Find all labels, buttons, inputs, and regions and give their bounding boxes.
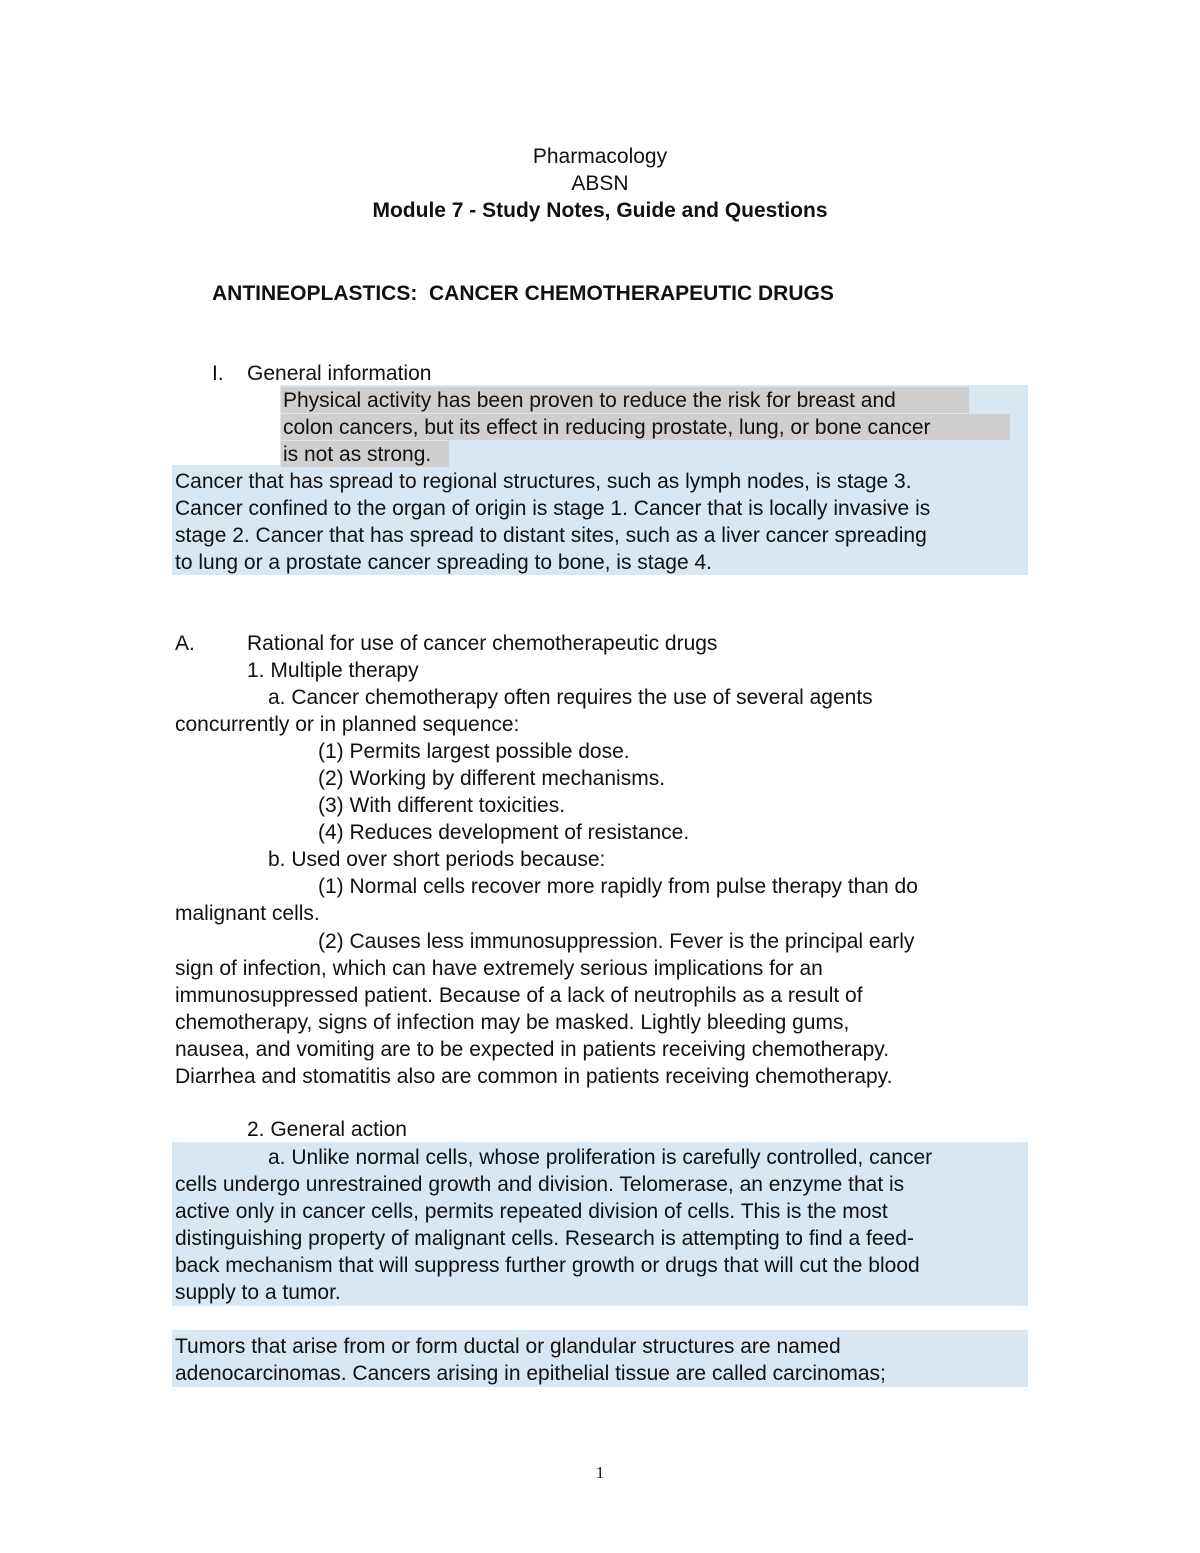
staging-line-2: Cancer confined to the organ of origin is stage 1. Cancer that is locally invasive is <box>175 497 931 520</box>
reason-4: (4) Reduces development of resistance. <box>318 821 690 844</box>
item-b: b. Used over short periods because: <box>268 848 606 871</box>
section-title: ANTINEOPLASTICS: CANCER CHEMOTHERAPEUTIC DRUGS <box>212 282 834 305</box>
item-a-line-2: concurrently or in planned sequence: <box>175 713 520 736</box>
b2-line-2: sign of infection, which can have extremely serious implications for an <box>175 957 823 980</box>
activity-line-3: is not as strong. <box>283 443 432 466</box>
multiple-therapy-heading: 1. Multiple therapy <box>247 659 419 682</box>
module-title: Module 7 - Study Notes, Guide and Questions <box>372 199 828 222</box>
general-action-heading: 2. General action <box>247 1118 407 1141</box>
page-number: 1 <box>595 1463 605 1482</box>
general-info-numeral: I. <box>212 362 224 385</box>
staging-line-4: to lung or a prostate cancer spreading to bone, is stage 4. <box>175 551 713 574</box>
b2-line-3: immunosuppressed patient. Because of a lack of neutrophils as a result of <box>175 984 863 1007</box>
b1-line-2: malignant cells. <box>175 902 320 925</box>
action-line-3: active only in cancer cells, permits repeated division of cells. This is the most <box>175 1200 888 1223</box>
action-a-line-1: a. Unlike normal cells, whose proliferation is carefully controlled, cancer <box>268 1146 933 1169</box>
b2-line-6: Diarrhea and stomatitis also are common in patients receiving chemotherapy. <box>175 1065 893 1088</box>
action-line-5: back mechanism that will suppress further growth or drugs that will cut the blood <box>175 1254 920 1277</box>
staging-line-3: stage 2. Cancer that has spread to distant sites, such as a liver cancer spreading <box>175 524 927 547</box>
reason-3: (3) With different toxicities. <box>318 794 566 817</box>
item-a-line-1: a. Cancer chemotherapy often requires the use of several agents <box>268 686 873 709</box>
reason-2: (2) Working by different mechanisms. <box>318 767 666 790</box>
tumors-line-1: Tumors that arise from or form ductal or glandular structures are named <box>175 1335 841 1358</box>
reason-1: (1) Permits largest possible dose. <box>318 740 630 763</box>
section-a-heading: Rational for use of cancer chemotherapeutic drugs <box>247 632 718 655</box>
b2-line-1: (2) Causes less immunosuppression. Fever is the principal early <box>318 930 915 953</box>
general-info-heading: General information <box>247 362 432 385</box>
staging-line-1: Cancer that has spread to regional structures, such as lymph nodes, is stage 3. <box>175 470 912 493</box>
section-a-letter: A. <box>175 632 195 655</box>
b1-line-1: (1) Normal cells recover more rapidly from pulse therapy than do <box>318 875 918 898</box>
b2-line-5: nausea, and vomiting are to be expected in patients receiving chemotherapy. <box>175 1038 890 1061</box>
tumors-line-2: adenocarcinomas. Cancers arising in epithelial tissue are called carcinomas; <box>175 1362 886 1385</box>
course-title: Pharmacology <box>532 145 668 168</box>
action-line-2: cells undergo unrestrained growth and division. Telomerase, an enzyme that is <box>175 1173 905 1196</box>
program-title: ABSN <box>571 172 629 195</box>
action-line-6: supply to a tumor. <box>175 1281 341 1304</box>
activity-line-1: Physical activity has been proven to reduce the risk for breast and <box>283 389 896 412</box>
activity-line-2: colon cancers, but its effect in reducing prostate, lung, or bone cancer <box>283 416 931 439</box>
b2-line-4: chemotherapy, signs of infection may be masked. Lightly bleeding gums, <box>175 1011 850 1034</box>
action-line-4: distinguishing property of malignant cells. Research is attempting to find a feed- <box>175 1227 914 1250</box>
